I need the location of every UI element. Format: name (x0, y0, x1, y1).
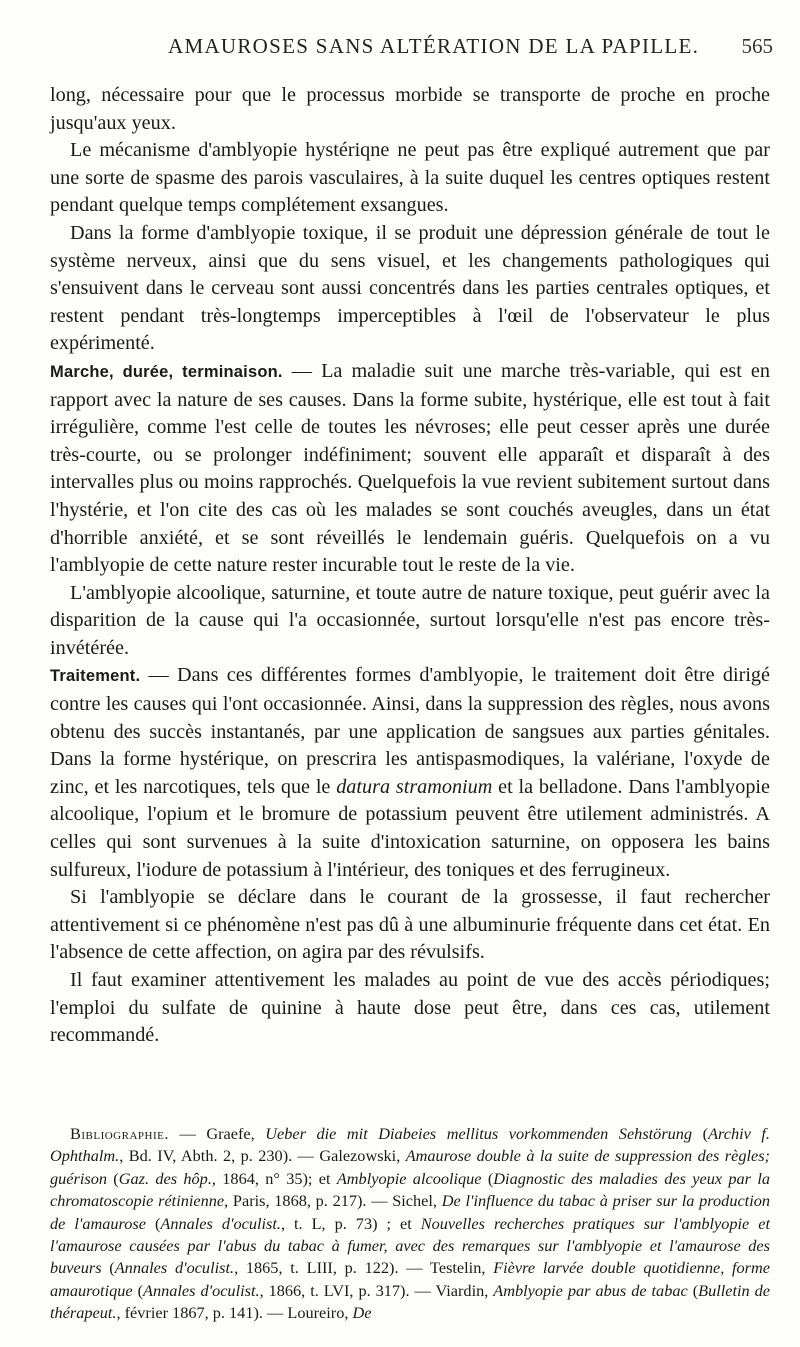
body-text (50, 82, 770, 1050)
bibliography-label: Bibliographie. (70, 1124, 169, 1143)
biblio-title: De (352, 1303, 372, 1323)
biblio-title: Diagnostic des maladies des yeux par la chromatoscopie rétinienne (50, 1168, 771, 1211)
paragraph-text: et la belladone. Dans l'amblyopie alcoolique, l'opium et le bromure de potassium peuvent être utilement administrés. A celles qui sont survenues à la suite d'intoxication saturnine, on opposera les bains sulfureux, l'iodure de potassium à l'intérieur, des toniques et des ferrugineux. (50, 775, 770, 881)
biblio-title: Bulletin de thérapeut. (50, 1280, 771, 1323)
biblio-text: ( (101, 1258, 115, 1278)
paragraph-traitement (50, 662, 770, 884)
biblio-title: Amblyopie alcoolique (336, 1168, 482, 1188)
running-head (0, 16, 800, 58)
biblio-text: ( (481, 1168, 494, 1188)
biblio-title: De l'influence du tabac à priser sur la production de l'amaurose (50, 1191, 771, 1233)
biblio-text: ( (687, 1280, 699, 1300)
biblio-text: , 1866, t. LVI, p. 317). — Viardin, (259, 1280, 494, 1300)
paragraph: Le mécanisme d'amblyopie hystériqne ne peut pas être expliqué autrement que par une sorte de spasme des parois vasculaires, à la suite duquel les centres optiques restent pendant quelque temps complétement exsangues. (50, 139, 770, 217)
biblio-text: , 1864, n° 35); et (211, 1168, 337, 1188)
biblio-title: Annales d'oculist. (114, 1258, 235, 1278)
bibliography (50, 1123, 770, 1325)
biblio-title: Annales d'oculist. (160, 1213, 281, 1233)
biblio-text: , février 1867, p. 141). — Loureiro, (116, 1303, 353, 1323)
biblio-title: Archiv f. Ophthalm. (50, 1124, 771, 1166)
biblio-title: Gaz. des hôp. (118, 1168, 212, 1188)
biblio-title: Annales d'oculist. (143, 1280, 260, 1300)
running-title: AMAUROSES SANS ALTÉRATION DE LA PAPILLE. (168, 34, 700, 58)
biblio-text: , Paris, 1868, p. 217). — Sichel, (224, 1191, 442, 1211)
page-number: 565 (741, 34, 773, 58)
paragraph: L'amblyopie alcoolique, saturnine, et toute autre de nature toxique, peut guérir avec la disparition de la cause qui l'a occasionnée, surtout lorsqu'elle n'est pas encore très-invétérée. (50, 581, 770, 659)
biblio-text: ( (692, 1124, 709, 1143)
paragraph: long, nécessaire pour que le processus morbide se transporte de proche en proche jusqu'aux yeux. (50, 84, 770, 134)
biblio-text: ( (106, 1168, 119, 1188)
biblio-text: , Bd. IV, Abth. 2, p. 230). — Galezowski, (119, 1146, 406, 1166)
biblio-title: Ueber die mit Diabeies mellitus vorkommenden Sehstörung (265, 1124, 693, 1143)
paragraph: Si l'amblyopie se déclare dans le courant de la grossesse, il faut rechercher attentivement si ce phénomène n'est pas dû à une albuminurie fréquente dans cet état. En l'absence de cette affection, on agira par des révulsifs. (50, 886, 770, 964)
biblio-title: Nouvelles recherches pratiques sur l'amblyopie et l'amaurose causées par l'abus du tabac à fumer, avec des remarques sur l'amblyopie et l'amaurose des buveurs (50, 1213, 771, 1278)
italic-term: datura stramonium (336, 775, 493, 798)
biblio-title: Amblyopie par abus de tabac (493, 1280, 688, 1300)
biblio-text: ( (132, 1280, 144, 1300)
section-lead-traitement: Traitement. (50, 667, 141, 686)
paragraph: Dans la forme d'amblyopie toxique, il se produit une dépression générale de tout le système nerveux, ainsi que du sens visuel, et les changements pathologiques qui s'ensuivent dans le cerveau sont aussi concentrés dans les parties centrales optiques, et restent pendant très-longtemps imperceptibles à l'œil de l'observateur le plus expérimenté. (50, 221, 770, 355)
biblio-text: — Graefe, (168, 1124, 266, 1143)
paragraph-text: — La maladie suit une marche très-variable, qui est en rapport avec la nature de ses causes. Dans la forme subite, hystérique, elle est tout à fait irrégulière, comme l'est celle de toutes les névroses; elle peut cesser après une durée très-courte, ou se prolonger indéfiniment; souvent elle apparaît et disparaît à des intervalles plus ou moins rapprochés. Quelquefois la vue revient subitement surtout dans l'hystérie, et l'on cite des cas où les malades se sont couchés aveugles, dans un état d'horrible anxiété, et se sont réveillés le lendemain guéris. Quelquefois on a vu l'amblyopie de cette nature rester incurable tout le reste de la vie. (50, 359, 770, 577)
biblio-title: Fièvre larvée double quotidienne, forme amaurotique (50, 1258, 771, 1300)
biblio-title: Amaurose double à la suite de suppression des règles; guérison (50, 1146, 770, 1188)
paragraph-text: — Dans ces différentes formes d'amblyopie, le traitement doit être dirigé contre les causes qui l'ont occasionnée. Ainsi, dans la suppression des règles, nous avons obtenu des succès instantanés, par une application de sangsues aux parties génitales. Dans la forme hystérique, on prescrira les antispasmodiques, la valériane, l'oxyde de zinc, et les narcotiques, tels que le (50, 664, 770, 798)
biblio-text: , 1865, t. LIII, p. 122). — Testelin, (234, 1258, 494, 1278)
paragraph-marche (50, 358, 770, 580)
section-lead-marche: Marche, durée, terminaison. (50, 362, 283, 381)
biblio-text: ( (145, 1213, 161, 1233)
biblio-text: , t. L, p. 73) ; et (280, 1213, 421, 1233)
paragraph: Il faut examiner attentivement les malades au point de vue des accès périodiques; l'emploi du sulfate de quinine à haute dose peut être, dans ces cas, utilement recommandé. (50, 969, 770, 1047)
